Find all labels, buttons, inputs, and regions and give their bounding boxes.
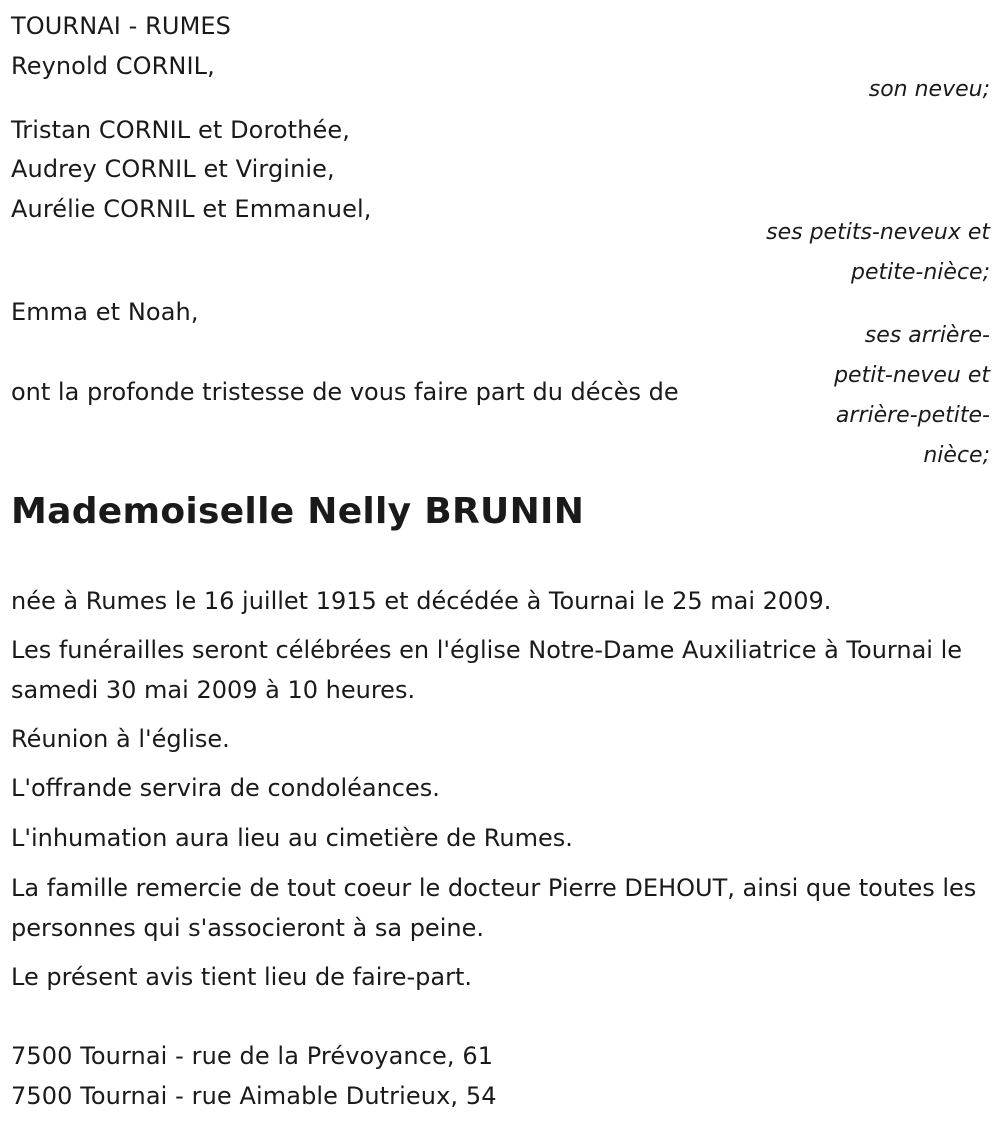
family-role [730, 213, 990, 293]
family-role [730, 70, 990, 110]
detail-paragraph: Le présent avis tient lieu de faire-part. [11, 963, 473, 991]
family-role-line: ses petits-neveux et [766, 220, 990, 245]
address-line: 7500 Tournai - rue Aimable Dutrieux, 54 [11, 1082, 497, 1110]
header-location: TOURNAI - RUMES [11, 12, 232, 40]
family-role [730, 316, 990, 476]
family-role-line: arrière-petite- [835, 403, 990, 428]
family-name: Emma et Noah, [11, 298, 199, 326]
detail-paragraph: Les funérailles seront célébrées en l'église Notre-Dame Auxiliatrice à Tournai le samedi 30 mai 2009 à 10 heures. [11, 636, 962, 704]
detail-paragraph: L'offrande servira de condoléances. [11, 774, 440, 802]
detail-paragraph: Réunion à l'église. [11, 725, 230, 753]
family-name: Reynold CORNIL, [11, 52, 215, 80]
deceased-name: Mademoiselle Nelly BRUNIN [11, 491, 585, 532]
family-name: Aurélie CORNIL et Emmanuel, [11, 195, 372, 223]
detail-paragraph: La famille remercie de tout coeur le docteur Pierre DEHOUT, ainsi que toutes les personnes qui s'associeront à sa peine. [11, 874, 977, 942]
address-line: 7500 Tournai - rue de la Prévoyance, 61 [11, 1042, 494, 1070]
family-role-line: nièce; [923, 443, 990, 468]
family-name: Tristan CORNIL et Dorothée, [11, 116, 350, 144]
family-role-line: son neveu; [868, 77, 990, 102]
family-role-line: petit-neveu et [834, 363, 990, 388]
family-role-line: petite-nièce; [851, 260, 990, 285]
family-role-line: ses arrière- [864, 323, 990, 348]
detail-paragraph: née à Rumes le 16 juillet 1915 et décédée à Tournai le 25 mai 2009. [11, 587, 832, 615]
detail-paragraph: L'inhumation aura lieu au cimetière de Rumes. [11, 824, 573, 852]
family-name: Audrey CORNIL et Virginie, [11, 155, 335, 183]
announcement-text: ont la profonde tristesse de vous faire part du décès de [11, 378, 679, 406]
